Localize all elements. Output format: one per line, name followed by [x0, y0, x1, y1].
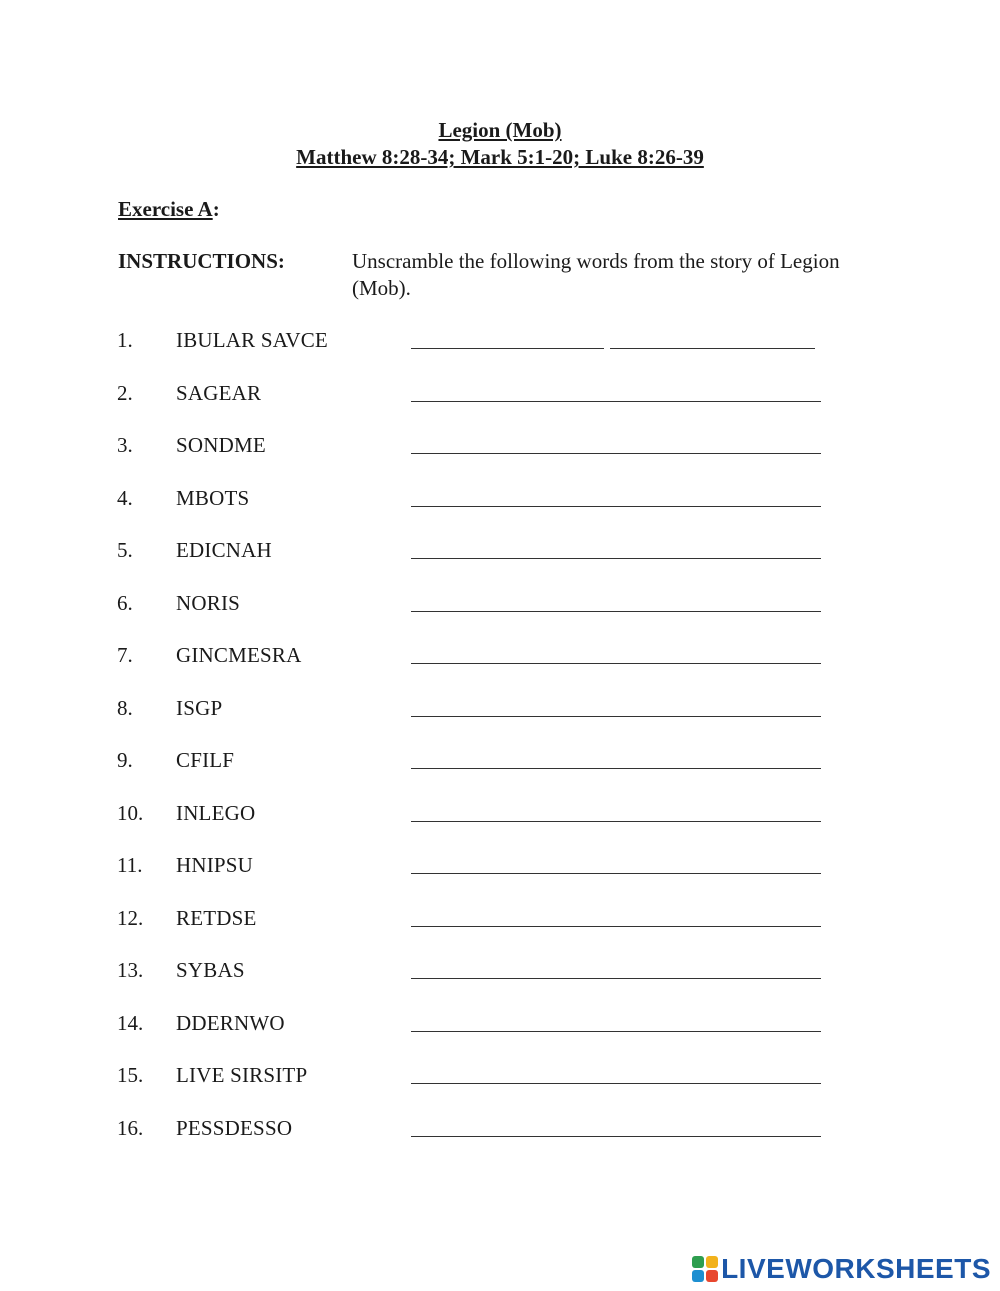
list-item	[0, 537, 1000, 571]
scrambled-word: INLEGO	[176, 801, 256, 825]
item-number: 2.	[117, 381, 133, 405]
item-number: 5.	[117, 538, 133, 562]
item-number: 6.	[117, 591, 133, 615]
item-number: 8.	[117, 696, 133, 720]
worksheet-subtitle: Matthew 8:28-34; Mark 5:1-20; Luke 8:26-39	[296, 145, 704, 169]
list-item	[0, 852, 1000, 886]
scrambled-word: MBOTS	[176, 486, 250, 510]
scrambled-word: NORIS	[176, 591, 241, 615]
logo-tile-blue	[692, 1270, 704, 1282]
item-number: 1.	[117, 328, 133, 352]
scrambled-word: CFILF	[176, 748, 235, 772]
logo-tile-green	[692, 1256, 704, 1268]
exercise-heading-label: Exercise A	[118, 197, 213, 221]
answer-blank[interactable]	[411, 1136, 821, 1137]
answer-blank[interactable]	[411, 558, 821, 559]
item-number: 3.	[117, 433, 133, 457]
list-item	[0, 800, 1000, 834]
list-item	[0, 485, 1000, 519]
list-item	[0, 1010, 1000, 1044]
item-number: 12.	[117, 906, 144, 930]
answer-blank[interactable]	[411, 978, 821, 979]
list-item	[0, 1062, 1000, 1096]
scrambled-word: HNIPSU	[176, 853, 254, 877]
worksheet-header	[0, 117, 1000, 171]
scrambled-word: SAGEAR	[176, 381, 262, 405]
instructions-label: INSTRUCTIONS:	[118, 249, 285, 273]
answer-blank[interactable]	[411, 506, 821, 507]
scrambled-word: LIVE SIRSITP	[176, 1063, 308, 1087]
item-number: 4.	[117, 486, 133, 510]
list-item	[0, 432, 1000, 466]
item-number: 9.	[117, 748, 133, 772]
list-item	[0, 1115, 1000, 1149]
exercise-heading	[118, 196, 220, 223]
item-number: 13.	[117, 958, 144, 982]
scrambled-word: SONDME	[176, 433, 266, 457]
scrambled-word: GINCMESRA	[176, 643, 302, 667]
logo-tile-red	[706, 1270, 718, 1282]
scrambled-word: EDICNAH	[176, 538, 272, 562]
instructions-text: Unscramble the following words from the story of Legion (Mob).	[352, 249, 840, 300]
scrambled-word: DDERNWO	[176, 1011, 285, 1035]
item-number: 16.	[117, 1116, 144, 1140]
logo-tile-yellow	[706, 1256, 718, 1268]
answer-blank[interactable]	[411, 401, 821, 402]
scrambled-word: IBULAR SAVCE	[176, 328, 328, 352]
list-item	[0, 642, 1000, 676]
liveworksheets-logo-icon	[692, 1256, 718, 1282]
list-item	[0, 327, 1000, 361]
item-number: 7.	[117, 643, 133, 667]
answer-blank[interactable]	[411, 1083, 821, 1084]
liveworksheets-wordmark: LIVEWORKSHEETS	[721, 1253, 991, 1284]
answer-blank-second[interactable]	[610, 348, 815, 349]
answer-blank[interactable]	[411, 611, 821, 612]
answer-blank[interactable]	[411, 926, 821, 927]
item-number: 14.	[117, 1011, 144, 1035]
list-item	[0, 747, 1000, 781]
answer-blank[interactable]	[411, 716, 821, 717]
scrambled-word: SYBAS	[176, 958, 245, 982]
answer-blank[interactable]	[411, 1031, 821, 1032]
answer-blank[interactable]	[411, 663, 821, 664]
answer-blank[interactable]	[411, 453, 821, 454]
list-item	[0, 590, 1000, 624]
exercise-heading-colon: :	[212, 197, 220, 221]
list-item	[0, 957, 1000, 991]
item-number: 10.	[117, 801, 144, 825]
item-number: 11.	[117, 853, 143, 877]
list-item	[0, 695, 1000, 729]
list-item	[0, 905, 1000, 939]
answer-blank[interactable]	[411, 873, 821, 874]
worksheet-title: Legion (Mob)	[438, 118, 562, 142]
scrambled-word: RETDSE	[176, 906, 257, 930]
liveworksheets-brand	[692, 1254, 991, 1284]
list-item	[0, 380, 1000, 414]
item-number: 15.	[117, 1063, 144, 1087]
scrambled-word: ISGP	[176, 696, 223, 720]
answer-blank[interactable]	[411, 768, 821, 769]
answer-blank[interactable]	[411, 821, 821, 822]
answer-blank-first[interactable]	[411, 348, 604, 349]
scrambled-word: PESSDESSO	[176, 1116, 293, 1140]
